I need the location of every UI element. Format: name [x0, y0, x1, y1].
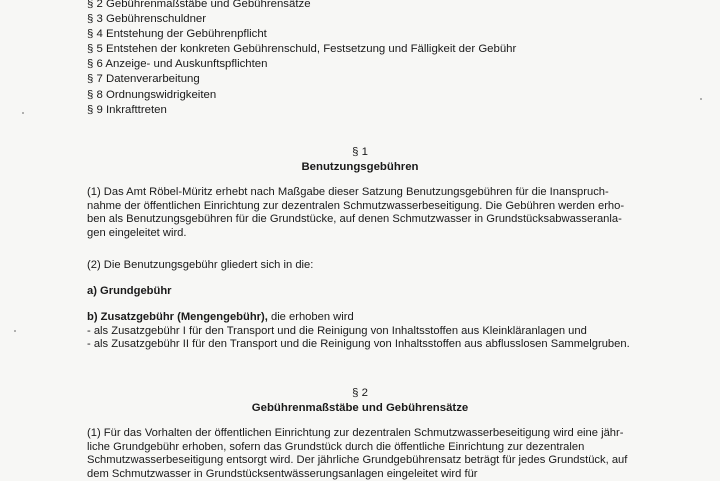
text-line: gen eingeleitet wird.	[87, 226, 187, 239]
item-b-text: die erhoben wird	[267, 311, 354, 323]
text-line: nahme der öffentlichen Einrichtung zur dezentralen Schmutzwasserbeseitigung. Die Gebühren werden erho-	[87, 199, 625, 212]
toc-item[interactable]: § 8 Ordnungswidrigkeiten	[87, 88, 217, 101]
text-line: a) Grundgebühr	[87, 285, 172, 297]
text-line: ben als Benutzungsgebühren für die Grundstücke, auf denen Schmutzwasser in Grundstücksabwasseranla-	[87, 213, 622, 226]
item-a	[87, 285, 644, 299]
toc-item[interactable]: § 9 Inkrafttreten	[87, 103, 167, 116]
section-1-paragraph-1	[87, 186, 644, 240]
text-line: (2) Die Benutzungsgebühr gliedert sich in die:	[87, 259, 314, 271]
toc-item[interactable]: § 5 Entstehen der konkreten Gebührenschuld, Festsetzung und Fälligkeit der Gebühr	[87, 43, 517, 56]
section-number: § 1	[352, 146, 368, 158]
text-line: liche Grundgebühr erhoben, sofern das Grundstück durch die öffentliche Einrichtung zur dezentralen	[87, 440, 585, 453]
toc-item[interactable]: § 7 Datenverarbeitung	[87, 73, 200, 86]
scan-speck	[14, 330, 16, 332]
table-of-contents	[87, 0, 516, 118]
toc-item[interactable]: § 3 Gebührenschuldner	[87, 13, 207, 26]
text-line: (1) Für das Vorhalten der öffentlichen Einrichtung zur dezentralen Schmutzwasserbeseitigung wird eine jähr-	[87, 427, 624, 439]
scan-speck	[700, 98, 702, 100]
text-line: - als Zusatzgebühr II für den Transport und die Reinigung von Inhaltsstoffen aus abflusslosen Sammelgruben.	[87, 338, 630, 351]
toc-item[interactable]: § 2 Gebührenmaßstäbe und Gebührensätze	[87, 0, 311, 10]
section-2-paragraph-1	[87, 427, 644, 481]
section-2-heading	[0, 386, 720, 416]
text-line: dem Schmutzwasser in Grundstücksentwässerungsanlagen eingeleitet wird für	[87, 467, 478, 480]
toc-item[interactable]: § 6 Anzeige- und Auskunftspflichten	[87, 58, 268, 71]
section-number: § 2	[352, 387, 368, 399]
text-line	[87, 311, 644, 325]
section-1-heading	[0, 145, 720, 175]
section-title: Gebührenmaßstäbe und Gebührensätze	[251, 402, 469, 414]
text-line: - als Zusatzgebühr I für den Transport und die Reinigung von Inhaltsstoffen aus Kleinkläranlagen und	[87, 324, 587, 337]
scan-speck	[22, 112, 24, 114]
text-line: (1) Das Amt Röbel-Müritz erhebt nach Maßgabe dieser Satzung Benutzungsgebühren für die Inanspruch-	[87, 186, 609, 198]
item-b	[87, 311, 644, 352]
text-line: Schmutzwasserbeseitigung entsorgt wird. Der jährliche Grundgebührensatz beträgt für jedes Grundstück, auf	[87, 454, 628, 467]
section-title: Benutzungsgebühren	[301, 161, 419, 173]
toc-item[interactable]: § 4 Entstehung der Gebührenpflicht	[87, 28, 267, 41]
item-b-label: b) Zusatzgebühr (Mengengebühr),	[87, 311, 268, 323]
section-1-paragraph-2	[87, 259, 644, 273]
